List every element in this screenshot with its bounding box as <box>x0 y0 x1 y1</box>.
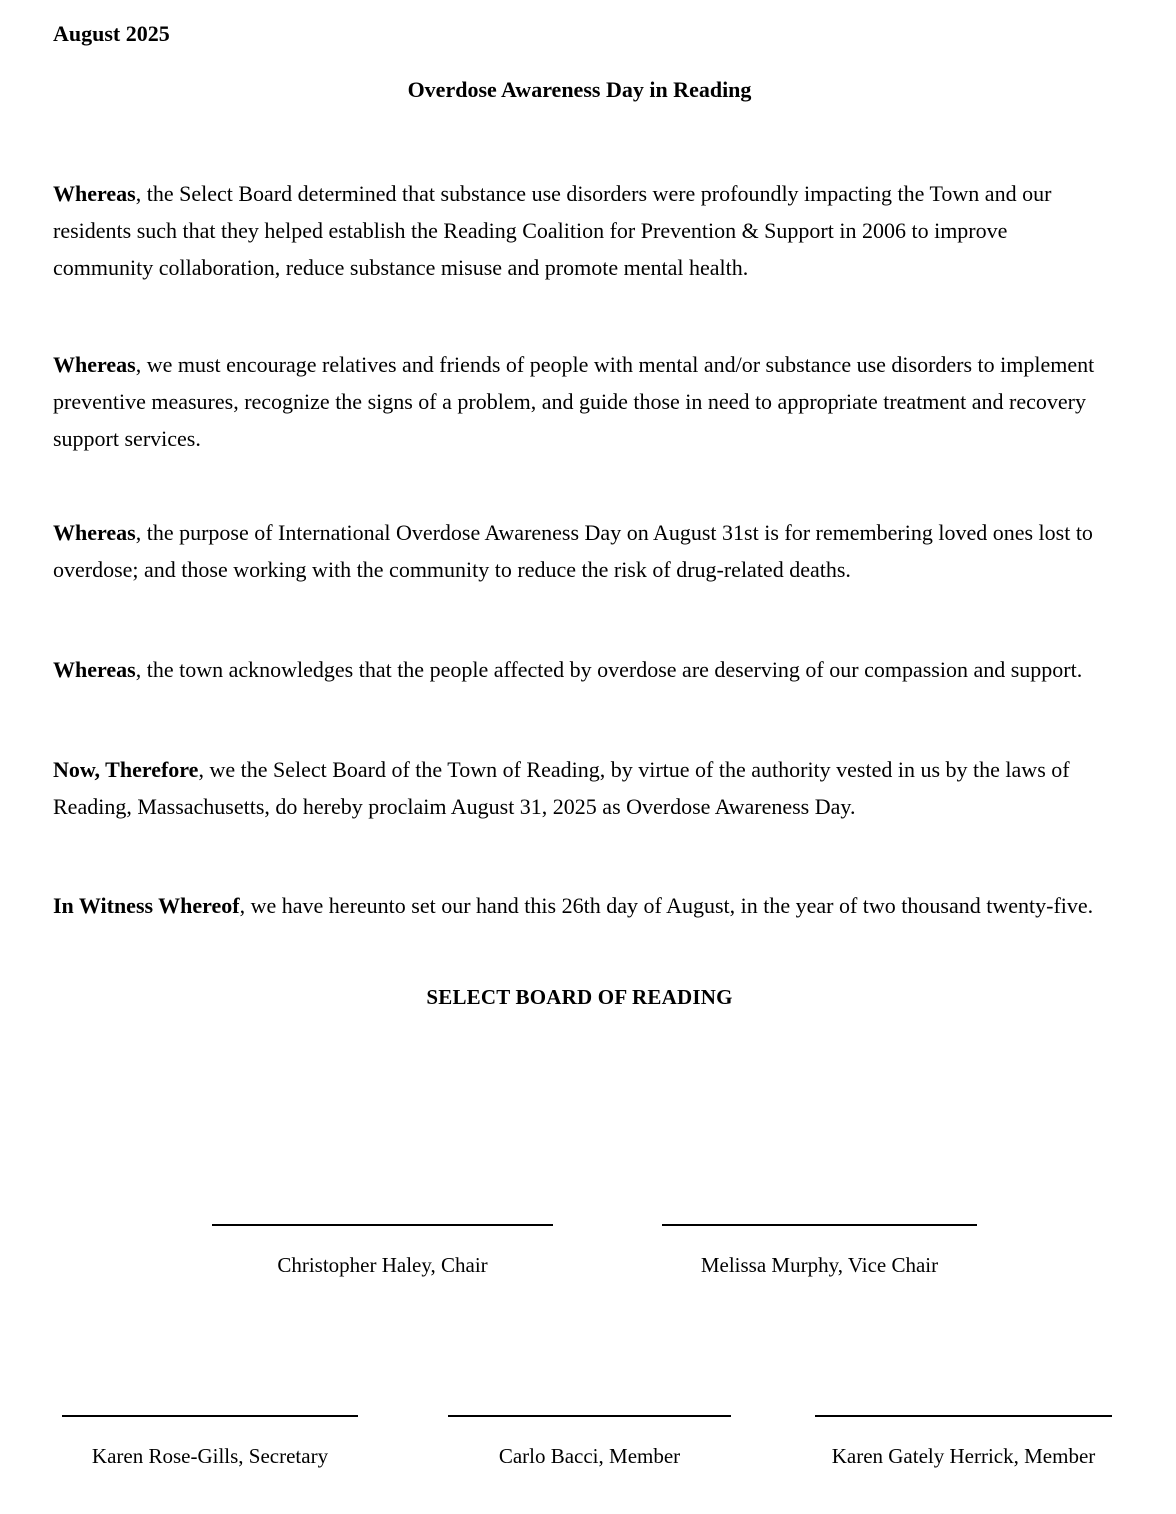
whereas-paragraph-1 <box>53 175 1106 286</box>
paragraph-lead: Whereas <box>53 520 136 545</box>
paragraph-lead: Whereas <box>53 181 136 206</box>
paragraph-lead: In Witness Whereof <box>53 893 240 918</box>
paragraph-text: , we must encourage relatives and friends of people with mental and/or substance use disorders to implement preventive measures, recognize the signs of a problem, and guide those in need to appropriate treatment and recovery support services. <box>53 352 1095 451</box>
signature-name: Melissa Murphy, Vice Chair <box>700 1253 939 1277</box>
signature-block-vice-chair <box>662 1224 977 1278</box>
signature-block-chair <box>212 1224 553 1278</box>
whereas-paragraph-3 <box>53 514 1106 588</box>
paragraph-lead: Whereas <box>53 657 136 682</box>
paragraph-text: , the town acknowledges that the people affected by overdose are deserving of our compassion and support. <box>135 657 1083 682</box>
signature-name: Carlo Bacci, Member <box>498 1444 681 1468</box>
signature-name: Christopher Haley, Chair <box>277 1253 488 1277</box>
signature-block-secretary <box>62 1415 358 1469</box>
paragraph-text: , the Select Board determined that substance use disorders were profoundly impacting the Town and our residents such that they helped establish the Reading Coalition for Prevention & Support in 2006 to improve community collaboration, reduce substance misuse and promote mental health. <box>53 181 1052 280</box>
signature-block-member-1 <box>448 1415 731 1469</box>
paragraph-text: , we have hereunto set our hand this 26th day of August, in the year of two thousand twenty-five. <box>239 893 1094 918</box>
document-title: Overdose Awareness Day in Reading <box>407 77 752 102</box>
whereas-paragraph-4 <box>53 651 1106 688</box>
document-date: August 2025 <box>53 21 170 46</box>
paragraph-text: , we the Select Board of the Town of Reading, by virtue of the authority vested in us by the laws of Reading, Massachusetts, do hereby proclaim August 31, 2025 as Overdose Awareness Day. <box>53 757 1070 819</box>
witness-paragraph <box>53 887 1106 924</box>
therefore-paragraph <box>53 751 1106 825</box>
signature-name: Karen Rose-Gills, Secretary <box>91 1444 329 1468</box>
whereas-paragraph-2 <box>53 346 1106 457</box>
signature-block-member-2 <box>815 1415 1112 1469</box>
signature-name: Karen Gately Herrick, Member <box>831 1444 1096 1468</box>
board-heading: SELECT BOARD OF READING <box>426 985 733 1009</box>
paragraph-text: , the purpose of International Overdose Awareness Day on August 31st is for remembering loved ones lost to overdose; and those working with the community to reduce the risk of drug-related deaths. <box>53 520 1093 582</box>
paragraph-lead: Now, Therefore <box>53 757 199 782</box>
paragraph-lead: Whereas <box>53 352 136 377</box>
